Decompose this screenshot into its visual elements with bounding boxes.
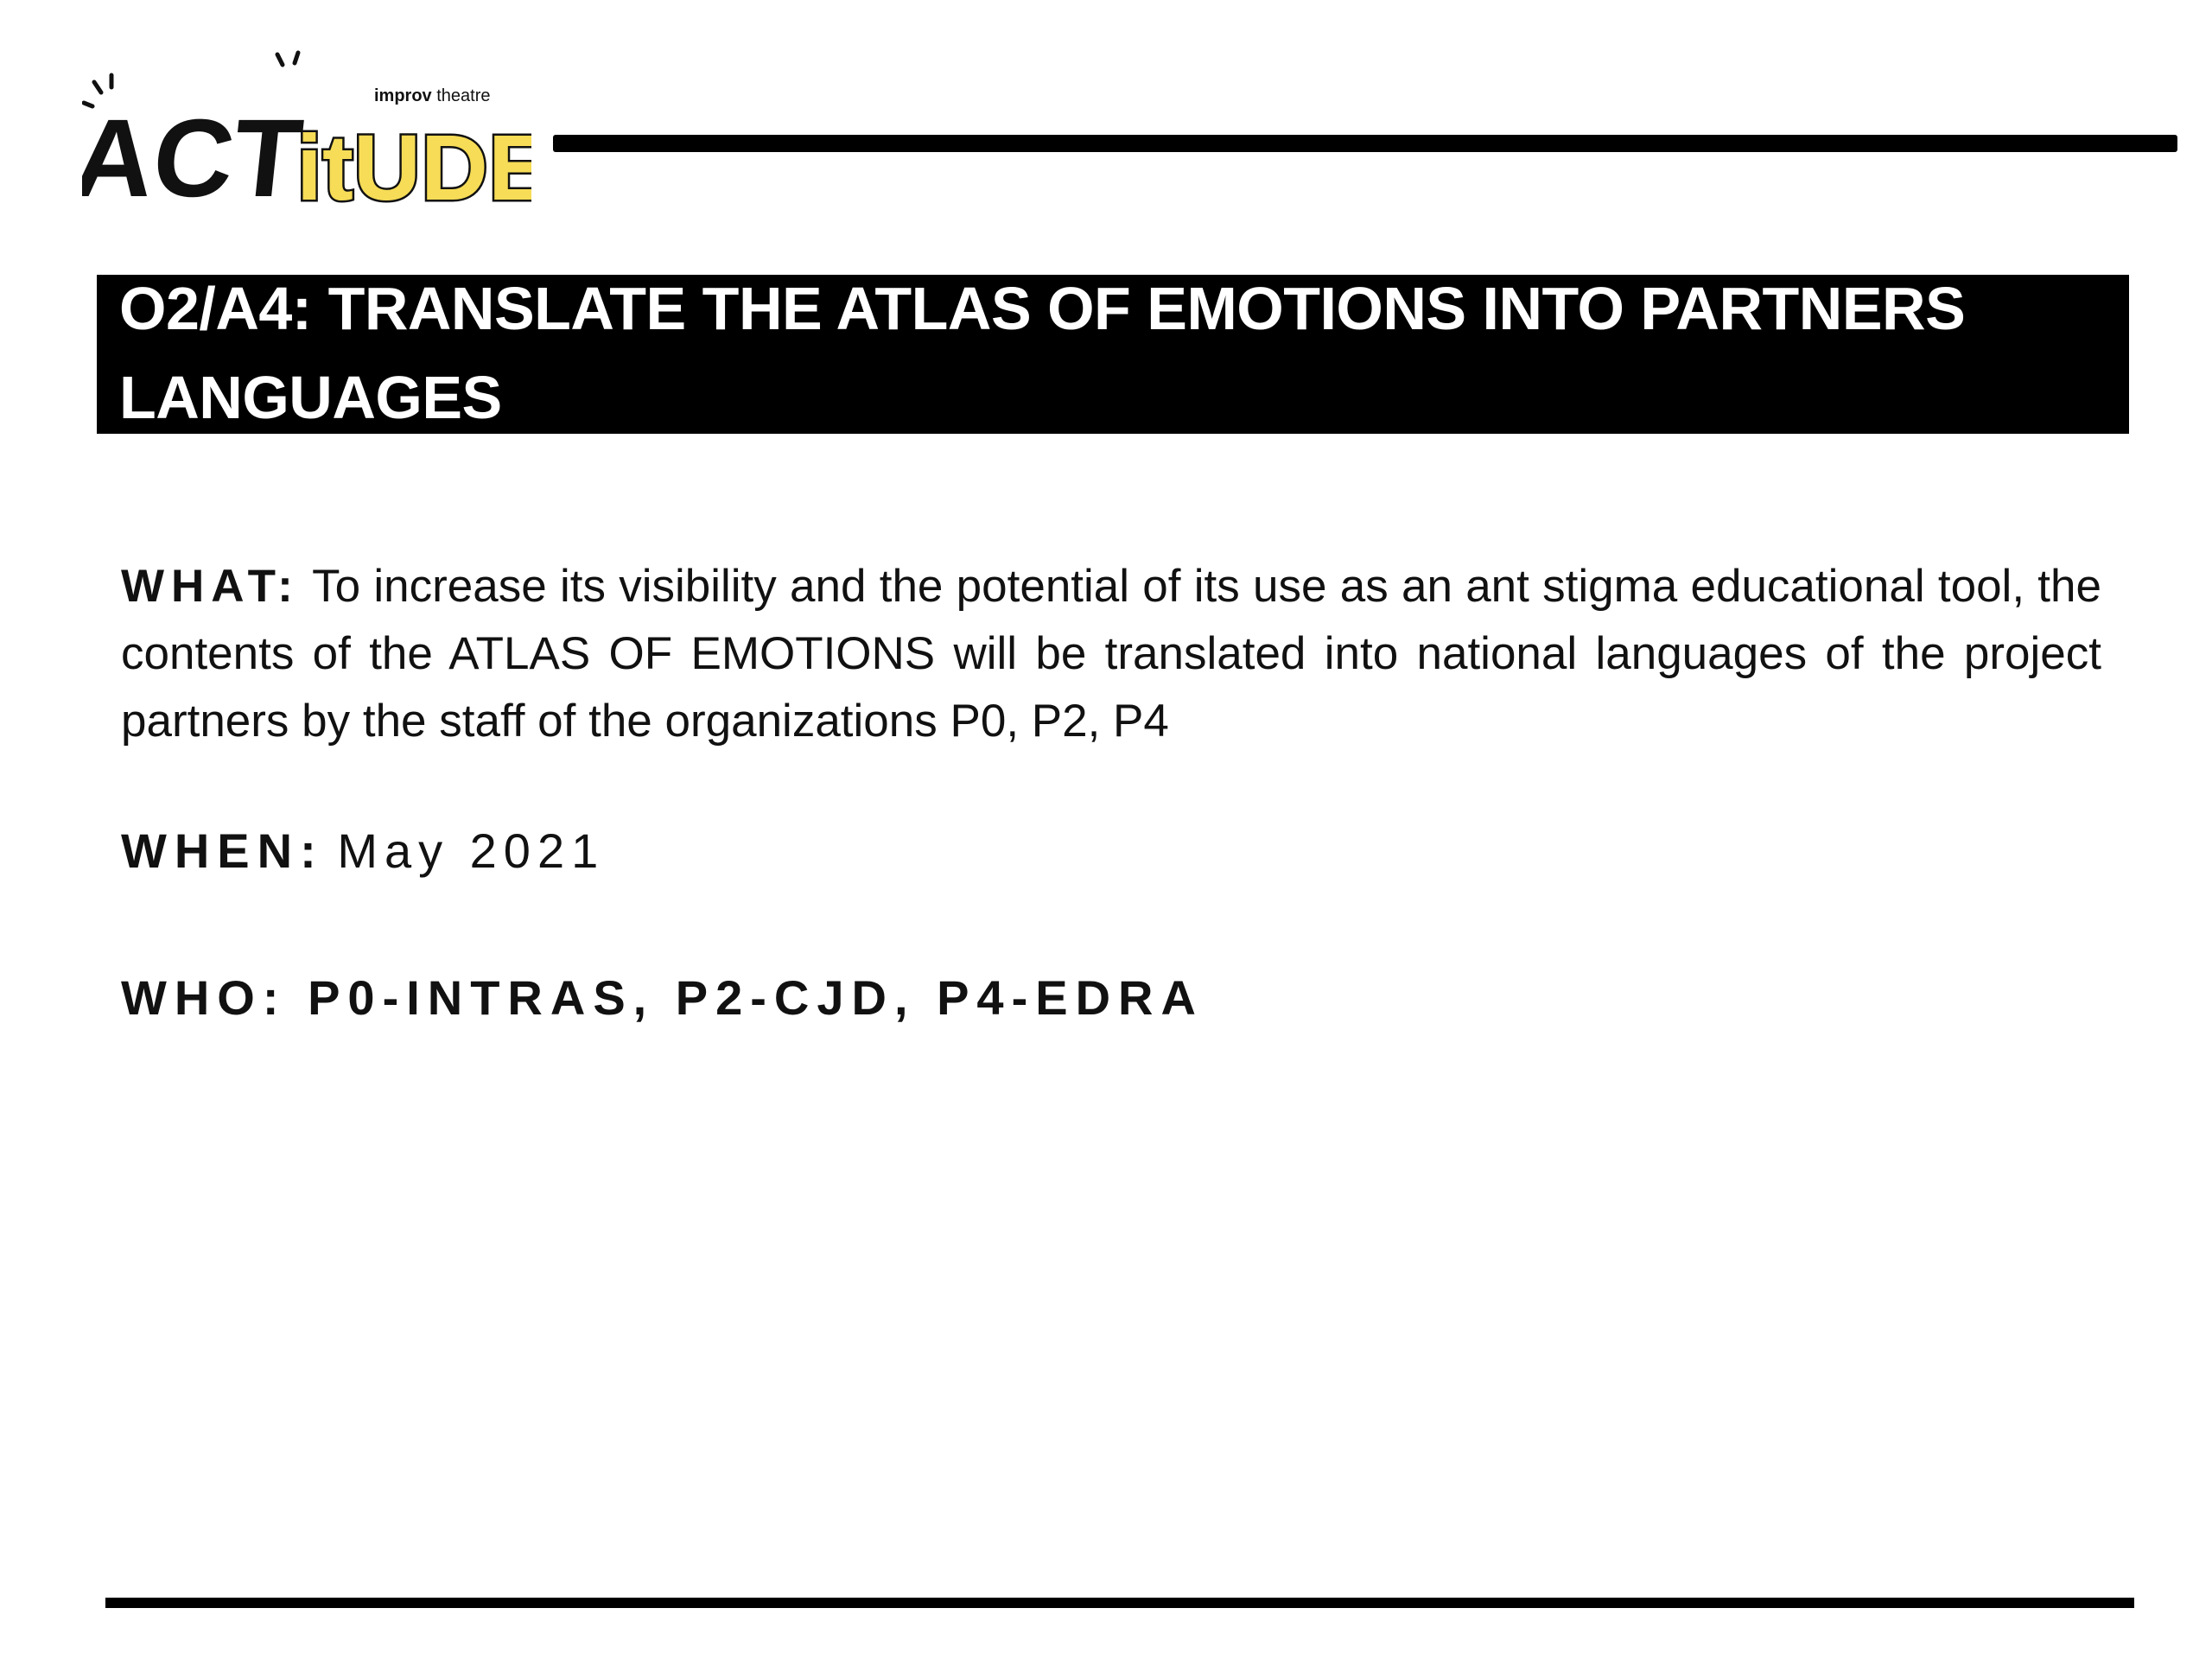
what-text: To increase its visibility and the potential of its use as an ant stigma educational tool, the contents of the ATLAS OF EMOTIONS will be translated into national languages of the project partners by the staff of the organizations P0, P2, P4 <box>121 561 2101 747</box>
header-divider <box>553 135 2177 152</box>
title-banner <box>97 275 2129 434</box>
what-paragraph <box>121 553 2101 755</box>
what-label: WHAT: <box>121 561 300 612</box>
logo-tagline: improv theatre <box>374 86 491 105</box>
actitude-logo-graphic <box>82 48 531 220</box>
logo-itude-text: itUDE <box>296 115 531 219</box>
footer-divider <box>105 1598 2134 1608</box>
slide-title: O2/A4: TRANSLATE THE ATLAS OF EMOTIONS INTO PARTNERS LANGUAGES <box>119 275 1966 431</box>
who-label: WHO: <box>121 970 287 1025</box>
who-value: P0-INTRAS, P2-CJD, P4-EDRA <box>308 970 1204 1025</box>
actitude-logo <box>82 48 531 220</box>
when-line <box>121 821 2101 881</box>
when-value: May 2021 <box>337 823 606 878</box>
who-line <box>121 968 2101 1028</box>
logo-act-text: ACT <box>82 97 308 220</box>
when-label: WHEN: <box>121 823 324 878</box>
